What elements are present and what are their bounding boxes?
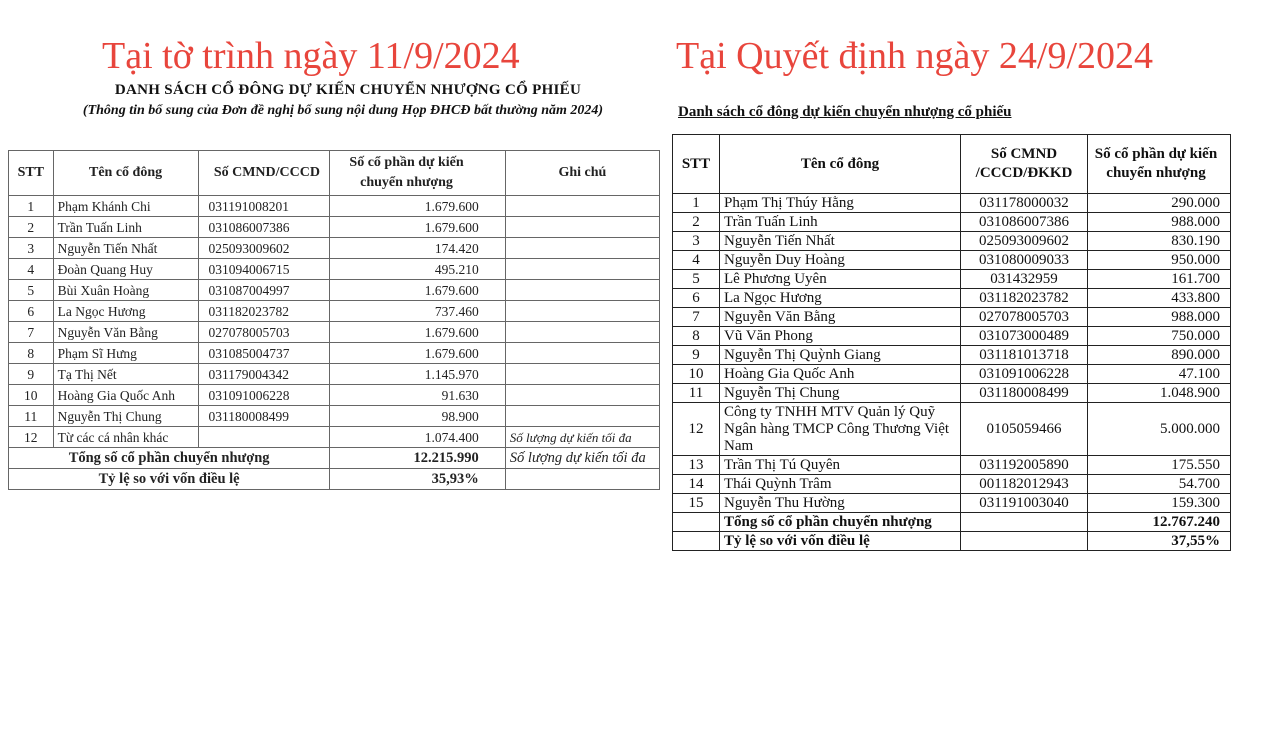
cell-name: Nguyễn Tiến Nhất <box>53 238 198 259</box>
cell-qty: 91.630 <box>330 385 506 406</box>
cell-name: Đoàn Quang Huy <box>53 259 198 280</box>
cell-stt: 4 <box>9 259 54 280</box>
cell-name: Nguyễn Thu Hường <box>720 494 961 513</box>
table-row <box>673 456 1231 475</box>
cell-qty: 54.700 <box>1088 475 1231 494</box>
table-row <box>9 280 660 301</box>
col-name: Tên cổ đông <box>53 151 198 196</box>
left-doc-title: DANH SÁCH CỔ ĐÔNG DỰ KIẾN CHUYỂN NHƯỢNG CỔ PHIẾU <box>114 82 582 98</box>
cell-name: Phạm Khánh Chi <box>53 196 198 217</box>
table-row <box>9 238 660 259</box>
table-row <box>673 384 1231 403</box>
cell-id: 031091006228 <box>961 365 1088 384</box>
cell-qty: 175.550 <box>1088 456 1231 475</box>
left-document <box>6 82 660 487</box>
cell-stt: 5 <box>673 270 720 289</box>
cell-stt: 12 <box>9 427 54 448</box>
cell-name: Phạm Sĩ Hưng <box>53 343 198 364</box>
col-stt: STT <box>9 151 54 196</box>
cell-note <box>505 343 659 364</box>
cell-id: 027078005703 <box>961 308 1088 327</box>
cell-stt: 6 <box>9 301 54 322</box>
cell-name: Phạm Thị Thúy Hằng <box>720 194 961 213</box>
table-row <box>9 217 660 238</box>
cell-id: 031086007386 <box>961 213 1088 232</box>
cell-name: Nguyễn Văn Bằng <box>53 322 198 343</box>
cell-id: 031080009033 <box>961 251 1088 270</box>
left-ratio-label: Tỷ lệ so với vốn điều lệ <box>9 469 330 490</box>
right-doc-title: Danh sách cổ đông dự kiến chuyển nhượng cổ phiếu <box>678 104 1012 120</box>
right-table-header <box>673 135 1231 194</box>
table-row <box>9 259 660 280</box>
left-ratio-value: 35,93% <box>330 469 506 490</box>
left-ratio-note <box>505 469 659 490</box>
cell-stt: 4 <box>673 251 720 270</box>
col-note: Ghi chú <box>505 151 659 196</box>
left-heading: Tại tờ trình ngày 11/9/2024 <box>102 35 520 77</box>
cell-name: Công ty TNHH MTV Quản lý Quỹ Ngân hàng TMCP Công Thương Việt Nam <box>720 403 961 456</box>
left-total-note: Số lượng dự kiến tối đa <box>505 448 659 469</box>
cell-id: 031181013718 <box>961 346 1088 365</box>
cell-name: Hoàng Gia Quốc Anh <box>53 385 198 406</box>
cell-stt: 9 <box>9 364 54 385</box>
table-row <box>9 364 660 385</box>
cell-id: 001182012943 <box>961 475 1088 494</box>
cell-stt: 15 <box>673 494 720 513</box>
cell-qty: 98.900 <box>330 406 506 427</box>
cell-note <box>505 406 659 427</box>
cell-note <box>505 217 659 238</box>
table-row <box>673 270 1231 289</box>
col-name: Tên cổ đông <box>720 135 961 194</box>
right-shareholder-table <box>672 134 1231 551</box>
cell-name: Trần Tuấn Linh <box>53 217 198 238</box>
cell-id <box>198 427 330 448</box>
cell-note <box>505 196 659 217</box>
cell-stt: 14 <box>673 475 720 494</box>
cell-qty: 161.700 <box>1088 270 1231 289</box>
cell-stt: 1 <box>673 194 720 213</box>
cell-name: Thái Quỳnh Trâm <box>720 475 961 494</box>
table-row <box>673 494 1231 513</box>
cell-id: 031178000032 <box>961 194 1088 213</box>
cell-qty: 290.000 <box>1088 194 1231 213</box>
table-row <box>9 196 660 217</box>
cell-stt: 10 <box>9 385 54 406</box>
cell-stt: 12 <box>673 403 720 456</box>
cell-note <box>505 385 659 406</box>
cell-note <box>505 364 659 385</box>
cell-id: 031091006228 <box>198 385 330 406</box>
cell-qty: 988.000 <box>1088 213 1231 232</box>
cell-qty: 988.000 <box>1088 308 1231 327</box>
cell-qty: 1.048.900 <box>1088 384 1231 403</box>
cell-name: Nguyễn Thị Chung <box>53 406 198 427</box>
col-qty: Số cổ phần dự kiến chuyển nhượng <box>330 151 506 196</box>
cell-stt: 13 <box>673 456 720 475</box>
cell-name: Tạ Thị Nết <box>53 364 198 385</box>
cell-id: 027078005703 <box>198 322 330 343</box>
cell-id: 031192005890 <box>961 456 1088 475</box>
cell-id: 031180008499 <box>961 384 1088 403</box>
left-total-label: Tổng số cổ phần chuyển nhượng <box>9 448 330 469</box>
cell-name: Hoàng Gia Quốc Anh <box>720 365 961 384</box>
cell-id: 0105059466 <box>961 403 1088 456</box>
cell-note <box>505 322 659 343</box>
right-heading: Tại Quyết định ngày 24/9/2024 <box>676 35 1154 77</box>
table-row <box>673 475 1231 494</box>
right-ratio-row <box>673 532 1231 551</box>
cell-qty: 1.679.600 <box>330 343 506 364</box>
cell-qty: 174.420 <box>330 238 506 259</box>
cell-qty: 159.300 <box>1088 494 1231 513</box>
cell-name: Nguyễn Tiến Nhất <box>720 232 961 251</box>
left-doc-subtitle: (Thông tin bổ sung của Đơn đề nghị bổ sung nội dung Họp ĐHCĐ bất thường năm 2024) <box>82 103 604 118</box>
cell-stt: 8 <box>9 343 54 364</box>
cell-qty: 890.000 <box>1088 346 1231 365</box>
cell-id: 031432959 <box>961 270 1088 289</box>
left-ratio-row <box>9 469 660 490</box>
cell-id: 025093009602 <box>961 232 1088 251</box>
cell-id: 031073000489 <box>961 327 1088 346</box>
cell-stt: 3 <box>9 238 54 259</box>
cell-id: 031179004342 <box>198 364 330 385</box>
cell-name: Bùi Xuân Hoàng <box>53 280 198 301</box>
table-row <box>673 213 1231 232</box>
cell-id: 031182023782 <box>961 289 1088 308</box>
cell-note <box>505 238 659 259</box>
cell-id: 025093009602 <box>198 238 330 259</box>
cell-qty: 495.210 <box>330 259 506 280</box>
cell-name: La Ngọc Hương <box>53 301 198 322</box>
cell-stt: 1 <box>9 196 54 217</box>
left-total-value: 12.215.990 <box>330 448 506 469</box>
cell-note <box>505 259 659 280</box>
cell-qty: 950.000 <box>1088 251 1231 270</box>
cell-stt: 2 <box>673 213 720 232</box>
cell-stt: 5 <box>9 280 54 301</box>
cell-name: Nguyễn Thị Quỳnh Giang <box>720 346 961 365</box>
table-row <box>673 289 1231 308</box>
cell-name: Vũ Văn Phong <box>720 327 961 346</box>
table-row <box>673 232 1231 251</box>
table-row <box>673 346 1231 365</box>
cell-stt: 10 <box>673 365 720 384</box>
col-stt: STT <box>673 135 720 194</box>
cell-id: 031086007386 <box>198 217 330 238</box>
cell-name: Trần Tuấn Linh <box>720 213 961 232</box>
left-total-row <box>9 448 660 469</box>
cell-stt: 11 <box>673 384 720 403</box>
table-row <box>9 427 660 448</box>
cell-name: Trần Thị Tú Quyên <box>720 456 961 475</box>
cell-stt: 11 <box>9 406 54 427</box>
right-ratio-label: Tỷ lệ so với vốn điều lệ <box>720 532 961 551</box>
right-ratio-stt <box>673 532 720 551</box>
col-id: Số CMND/CCCD <box>198 151 330 196</box>
cell-id: 031094006715 <box>198 259 330 280</box>
cell-stt: 8 <box>673 327 720 346</box>
cell-qty: 5.000.000 <box>1088 403 1231 456</box>
cell-qty: 47.100 <box>1088 365 1231 384</box>
right-total-id <box>961 513 1088 532</box>
cell-id: 031087004997 <box>198 280 330 301</box>
right-total-stt <box>673 513 720 532</box>
col-id: Số CMND /CCCD/ĐKKD <box>961 135 1088 194</box>
table-row <box>9 406 660 427</box>
table-row <box>673 327 1231 346</box>
right-document <box>672 104 1238 549</box>
table-row <box>673 194 1231 213</box>
table-row <box>673 365 1231 384</box>
cell-qty: 1.074.400 <box>330 427 506 448</box>
cell-name: Nguyễn Thị Chung <box>720 384 961 403</box>
cell-stt: 7 <box>673 308 720 327</box>
cell-id: 031180008499 <box>198 406 330 427</box>
cell-qty: 1.679.600 <box>330 196 506 217</box>
cell-qty: 433.800 <box>1088 289 1231 308</box>
cell-stt: 7 <box>9 322 54 343</box>
cell-qty: 1.679.600 <box>330 280 506 301</box>
table-row <box>673 251 1231 270</box>
left-shareholder-table <box>8 150 660 490</box>
cell-name: La Ngọc Hương <box>720 289 961 308</box>
cell-stt: 3 <box>673 232 720 251</box>
cell-name: Lê Phương Uyên <box>720 270 961 289</box>
table-row <box>673 308 1231 327</box>
cell-note <box>505 301 659 322</box>
cell-qty: 737.460 <box>330 301 506 322</box>
left-table-header <box>9 151 660 196</box>
right-total-label: Tổng số cổ phần chuyển nhượng <box>720 513 961 532</box>
cell-stt: 9 <box>673 346 720 365</box>
cell-qty: 1.679.600 <box>330 217 506 238</box>
table-row <box>9 385 660 406</box>
table-row <box>9 343 660 364</box>
cell-qty: 750.000 <box>1088 327 1231 346</box>
cell-qty: 1.679.600 <box>330 322 506 343</box>
table-row <box>673 403 1231 456</box>
cell-qty: 830.190 <box>1088 232 1231 251</box>
cell-stt: 6 <box>673 289 720 308</box>
cell-name: Nguyễn Văn Bằng <box>720 308 961 327</box>
cell-id: 031191003040 <box>961 494 1088 513</box>
cell-id: 031085004737 <box>198 343 330 364</box>
cell-id: 031191008201 <box>198 196 330 217</box>
right-total-value: 12.767.240 <box>1088 513 1231 532</box>
right-ratio-value: 37,55% <box>1088 532 1231 551</box>
cell-note <box>505 280 659 301</box>
cell-id: 031182023782 <box>198 301 330 322</box>
table-row <box>9 322 660 343</box>
cell-name: Nguyễn Duy Hoàng <box>720 251 961 270</box>
cell-note: Số lượng dự kiến tối đa <box>505 427 659 448</box>
cell-qty: 1.145.970 <box>330 364 506 385</box>
table-row <box>9 301 660 322</box>
right-ratio-id <box>961 532 1088 551</box>
right-total-row <box>673 513 1231 532</box>
cell-name: Từ các cá nhân khác <box>53 427 198 448</box>
cell-stt: 2 <box>9 217 54 238</box>
col-qty: Số cổ phần dự kiến chuyển nhượng <box>1088 135 1231 194</box>
